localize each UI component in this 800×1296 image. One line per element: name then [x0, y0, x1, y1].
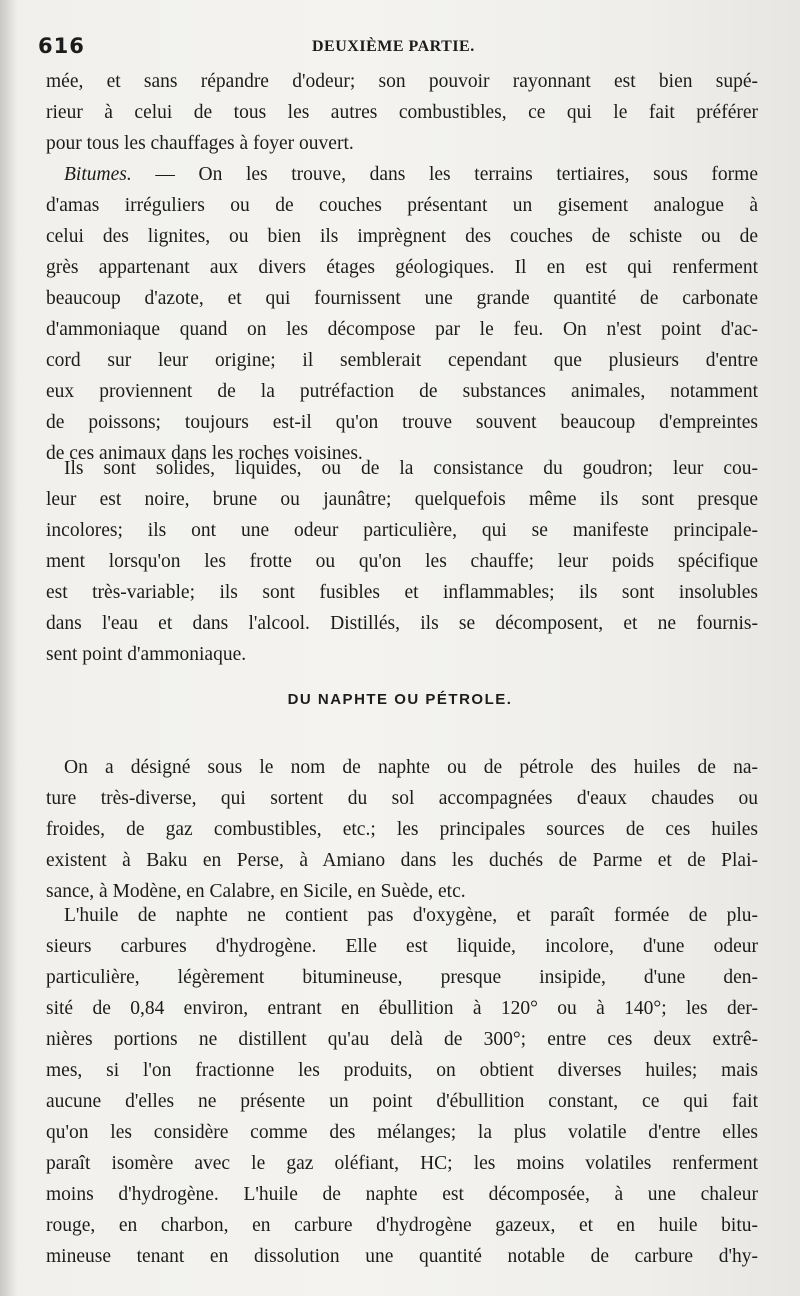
section-heading: DU NAPHTE OU PÉTROLE.: [287, 691, 513, 708]
text-line: [46, 159, 758, 190]
running-head: DEUXIÈME PARTIE.: [312, 38, 475, 55]
paragraph-lead-label: Bitumes.: [64, 164, 132, 185]
text-line: paraît isomère avec le gaz oléfiant, HC; les moins volatiles renferment: [46, 1153, 758, 1174]
text-line: On a désigné sous le nom de naphte ou de pétrole des huiles de na-: [64, 757, 758, 778]
paragraph-naphte-properties: [46, 900, 758, 1272]
text-line: d'amas irréguliers ou de couches présentant un gisement analogue à: [46, 195, 758, 216]
text-line: mes, si l'on fractionne les produits, on obtient diverses huiles; mais: [46, 1060, 758, 1081]
text-line: grès appartenant aux divers étages géologiques. Il en est qui renferment: [46, 257, 758, 278]
text-line: d'ammoniaque quand on les décompose par le feu. On n'est point d'ac-: [46, 319, 758, 340]
text-line: ment lorsqu'on les frotte ou qu'on les chauffe; leur poids spécifique: [46, 551, 758, 572]
paragraph-bitumes-properties: [46, 453, 758, 670]
text-line: qu'on les considère comme des mélanges; la plus volatile d'entre elles: [46, 1122, 758, 1143]
text-line: celui des lignites, ou bien ils imprègnent des couches de schiste ou de: [46, 226, 758, 247]
text-line: rieur à celui de tous les autres combustibles, ce qui le fait préférer: [46, 102, 758, 123]
text-line: aucune d'elles ne présente un point d'ébullition constant, ce qui fait: [46, 1091, 758, 1112]
page-header: [38, 34, 756, 64]
text-line: ture très-diverse, qui sortent du sol accompagnées d'eaux chaudes ou: [46, 788, 758, 809]
text-line: sent point d'ammoniaque.: [46, 644, 247, 665]
text-line: particulière, légèrement bitumineuse, presque insipide, d'une den-: [46, 967, 758, 988]
text-line: de poissons; toujours est-il qu'on trouve souvent beaucoup d'empreintes: [46, 412, 758, 433]
text-line: beaucoup d'azote, et qui fournissent une grande quantité de carbonate: [46, 288, 758, 309]
page-gutter-shadow: [0, 0, 18, 1296]
text-line: existent à Baku en Perse, à Amiano dans les duchés de Parme et de Plai-: [46, 850, 758, 871]
text-line: pour tous les chauffages à foyer ouvert.: [46, 133, 354, 154]
paragraph-naphte-intro: [46, 752, 758, 907]
text-line: rouge, en charbon, en carbure d'hydrogène gazeux, et en huile bitu-: [46, 1215, 758, 1236]
paragraph-continuation: [46, 66, 758, 159]
text-line: incolores; ils ont une odeur particulière, qui se manifeste principale-: [46, 520, 758, 541]
text-line: Ils sont solides, liquides, ou de la consistance du goudron; leur cou-: [64, 458, 758, 479]
text-line: sieurs carbures d'hydrogène. Elle est liquide, incolore, d'une odeur: [46, 936, 758, 957]
paragraph-bitumes: [46, 159, 758, 469]
text-line: cord sur leur origine; il semblerait cependant que plusieurs d'entre: [46, 350, 758, 371]
text-line: leur est noire, brune ou jaunâtre; quelquefois même ils sont presque: [46, 489, 758, 510]
text-line: eux proviennent de la putréfaction de substances animales, notamment: [46, 381, 758, 402]
text-line: mée, et sans répandre d'odeur; son pouvoir rayonnant est bien supé-: [46, 71, 758, 92]
text-line: mineuse tenant en dissolution une quantité notable de carbure d'hy-: [46, 1246, 758, 1267]
text-line: dans l'eau et dans l'alcool. Distillés, ils se décomposent, et ne fournis-: [46, 613, 758, 634]
text-line: est très-variable; ils sont fusibles et inflammables; ils sont insolubles: [46, 582, 758, 603]
text-line: sance, à Modène, en Calabre, en Sicile, en Suède, etc.: [46, 881, 466, 902]
text-line-rest: — On les trouve, dans les terrains tertiaires, sous forme: [131, 164, 758, 185]
text-line: nières portions ne distillent qu'au delà de 300°; entre ces deux extrê-: [46, 1029, 758, 1050]
page-number: 616: [38, 34, 85, 58]
text-line: froides, de gaz combustibles, etc.; les principales sources de ces huiles: [46, 819, 758, 840]
text-line: moins d'hydrogène. L'huile de naphte est décomposée, à une chaleur: [46, 1184, 758, 1205]
text-line: de ces animaux dans les roches voisines.: [46, 443, 363, 464]
text-line: L'huile de naphte ne contient pas d'oxygène, et paraît formée de plu-: [64, 905, 758, 926]
text-line: sité de 0,84 environ, entrant en ébullition à 120° ou à 140°; les der-: [46, 998, 758, 1019]
